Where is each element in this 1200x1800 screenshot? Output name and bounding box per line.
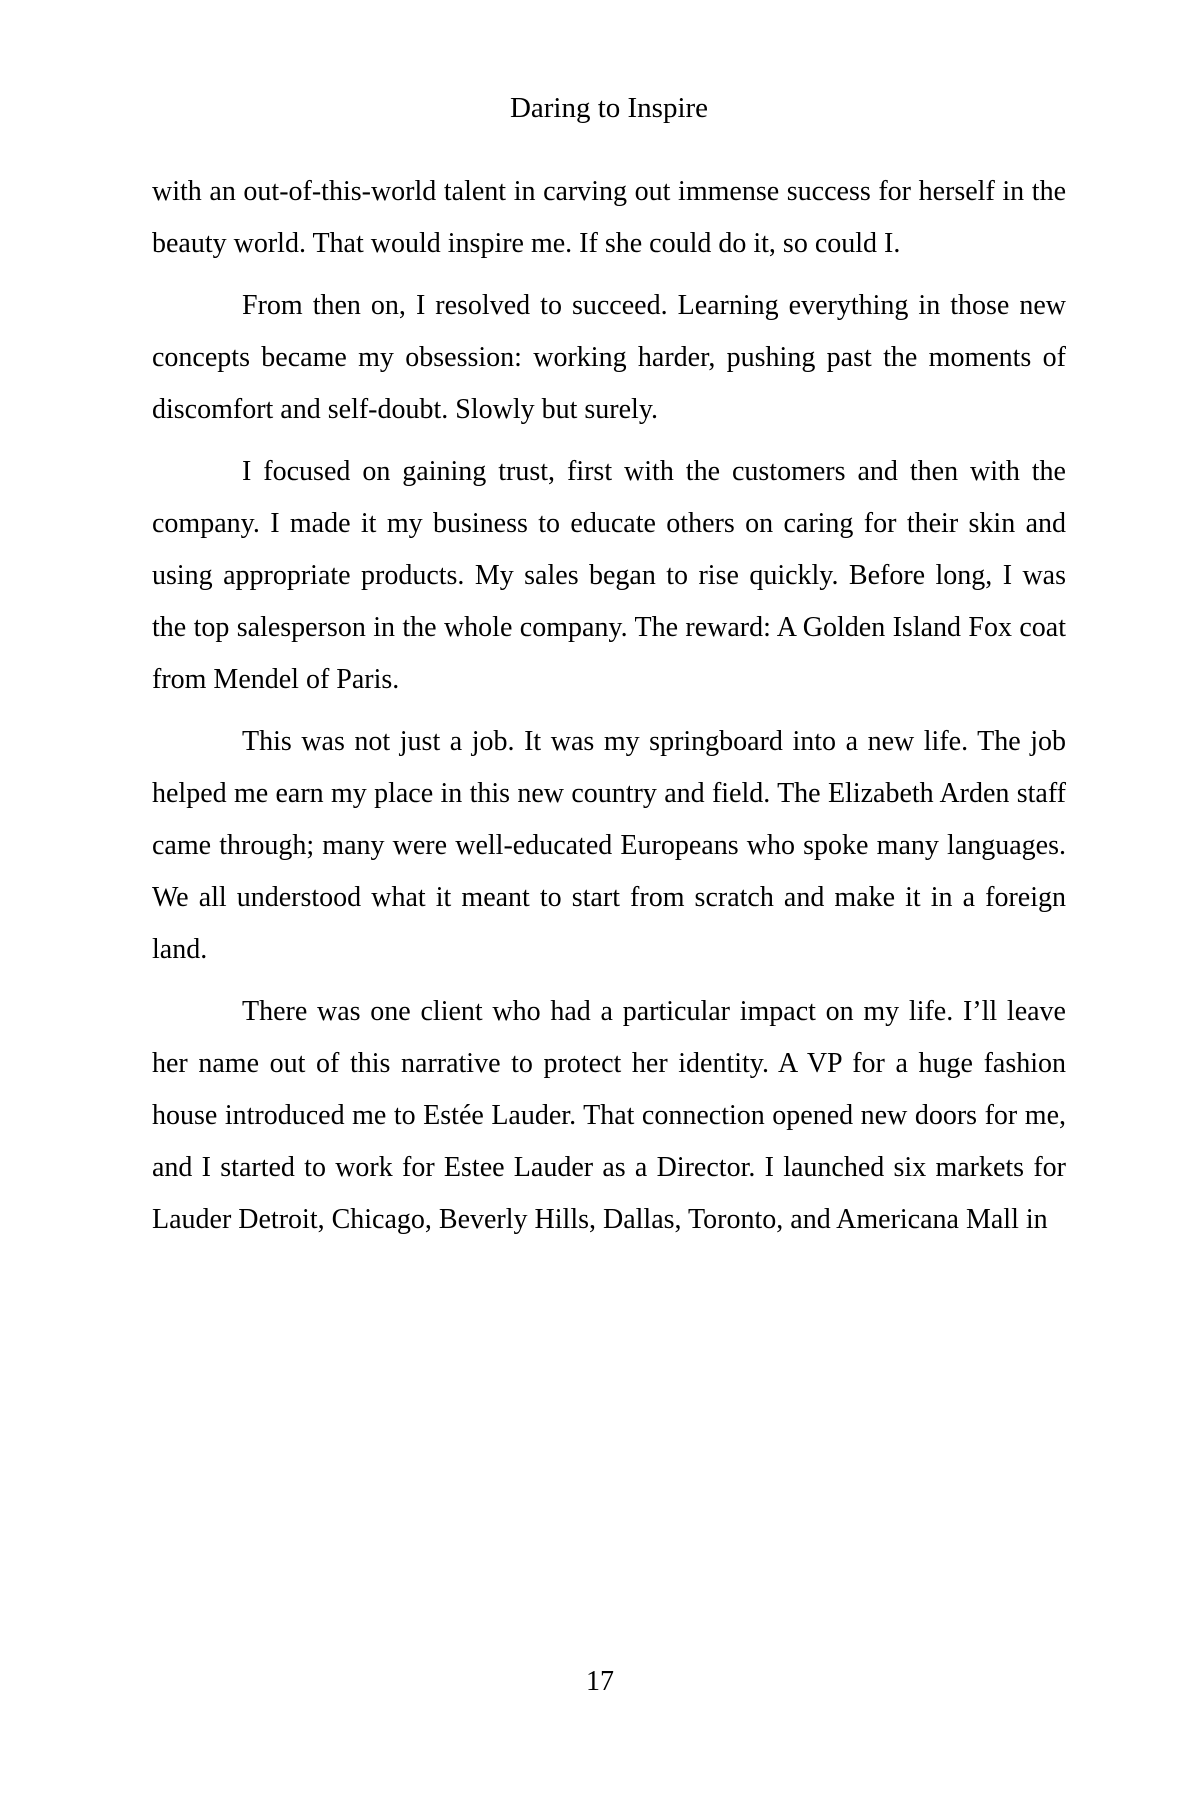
page-number: 17 bbox=[586, 1666, 614, 1697]
page-title: Daring to Inspire bbox=[509, 92, 709, 124]
paragraph: I focused on gaining trust, first with the customers and then with the company. I made it my business to educate others on caring for their skin and using appropriate products. My sales began to rise quickly. Before long, I was the top salesperson in the whole company. The reward: A Golden Island Fox coat from Mendel of Paris. bbox=[152, 456, 1066, 695]
body-text bbox=[152, 166, 1066, 1256]
paragraph: From then on, I resolved to succeed. Learning everything in those new concepts became my obsession: working harder, pushing past the moments of discomfort and self-doubt. Slowly but surely. bbox=[152, 290, 1066, 425]
paragraph: This was not just a job. It was my springboard into a new life. The job helped me earn my place in this new country and field. The Elizabeth Arden staff came through; many were well-educated Europeans who spoke many languages. We all understood what it meant to start from scratch and make it in a foreign land. bbox=[152, 726, 1066, 965]
paragraph: with an out-of-this-world talent in carving out immense success for herself in the beauty world. That would inspire me. If she could do it, so could I. bbox=[152, 176, 1066, 259]
paragraph: There was one client who had a particular impact on my life. I’ll leave her name out of this narrative to protect her identity. A VP for a huge fashion house introduced me to Estée Lauder. That connection opened new doors for me, and I started to work for Estee Lauder as a Director. I launched six markets for Lauder Detroit, Chicago, Beverly Hills, Dallas, Toronto, and Americana Mall in bbox=[152, 996, 1066, 1235]
